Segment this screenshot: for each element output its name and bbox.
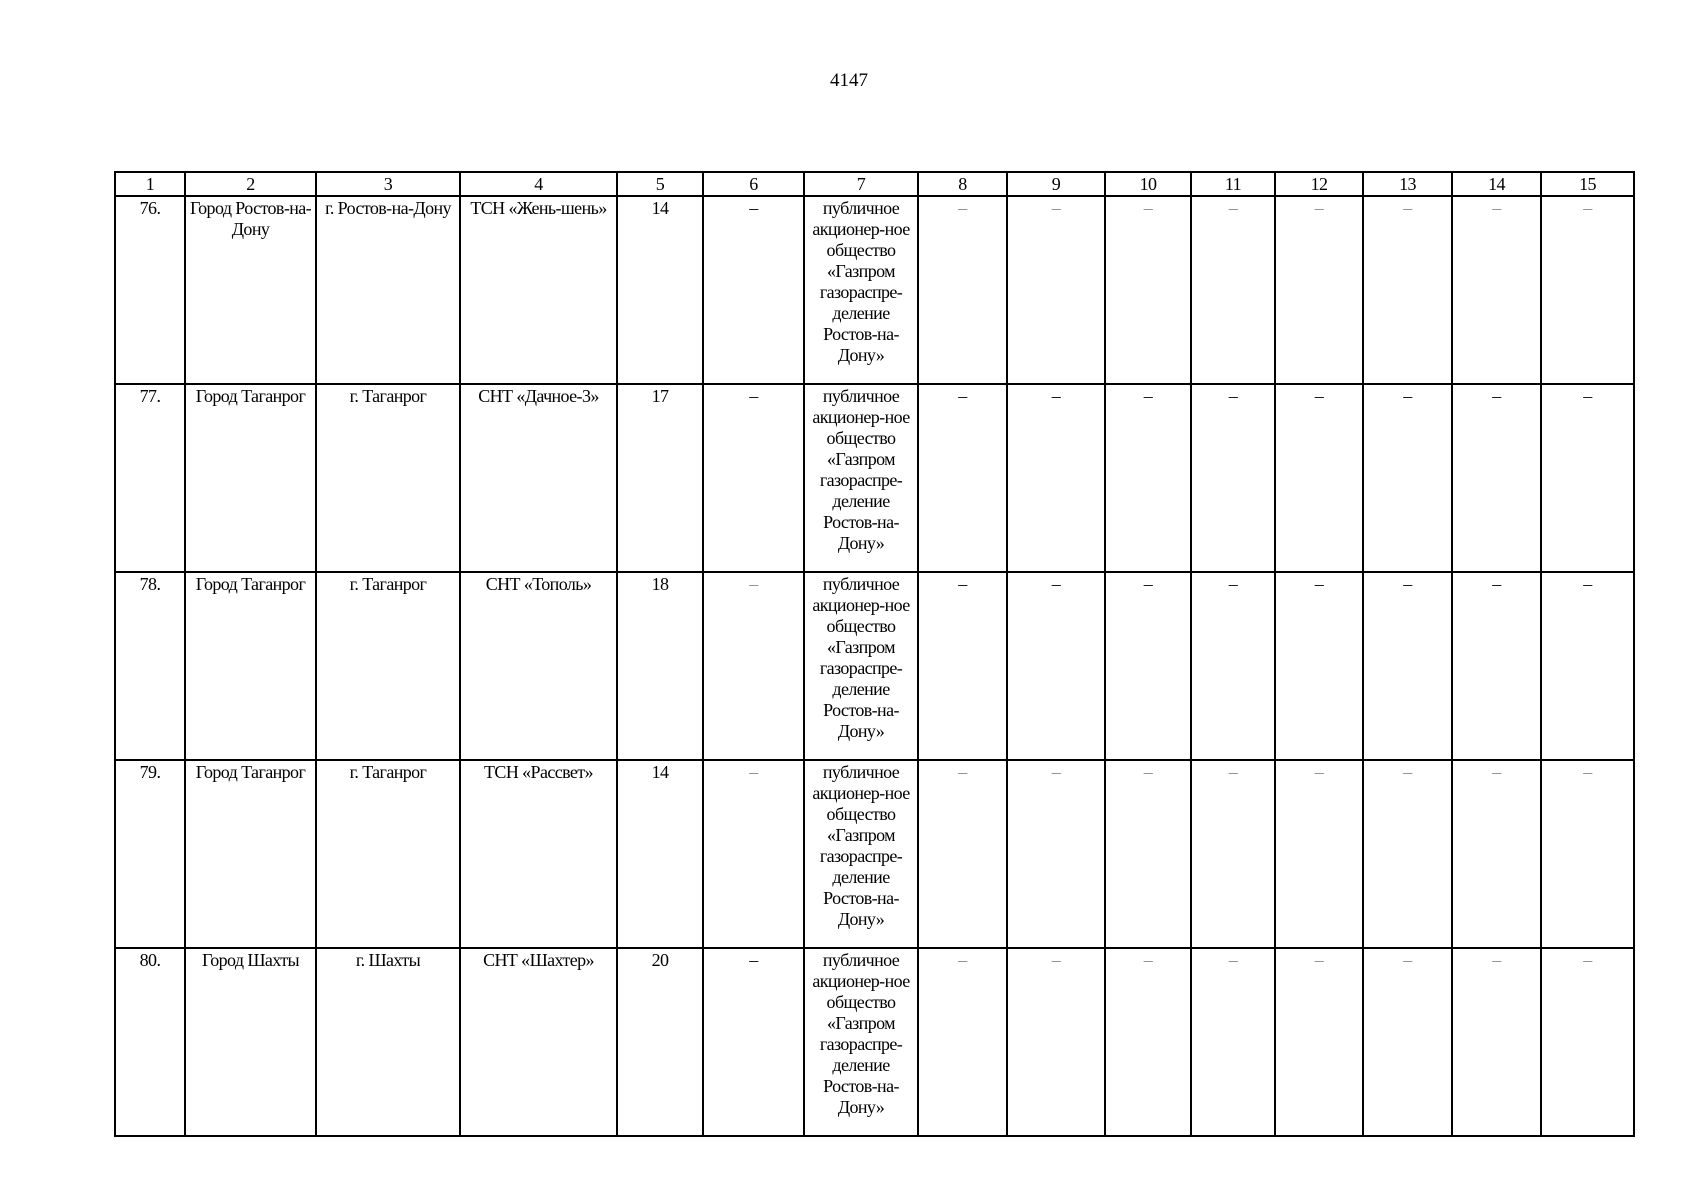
settlement-cell: [316, 948, 460, 1136]
count-cell: [617, 572, 703, 760]
count-cell-text: 18: [651, 574, 669, 594]
dash-cell-text: –: [1583, 386, 1592, 406]
col6-cell-text: –: [749, 198, 758, 218]
dash-cell: [1363, 760, 1452, 948]
dash-cell: [1541, 948, 1634, 1136]
dash-cell-text: –: [1228, 762, 1238, 782]
dash-cell: [1191, 384, 1275, 572]
dash-cell-text: –: [1051, 386, 1061, 406]
dash-cell: [1007, 196, 1105, 384]
table-body: [115, 196, 1634, 1136]
dash-cell: [1363, 384, 1452, 572]
district-cell-text: Город Таганрог: [195, 386, 306, 406]
dash-cell: [1541, 196, 1634, 384]
col6-cell: [703, 572, 804, 760]
operator-cell: [804, 760, 918, 948]
dash-cell: [918, 760, 1007, 948]
dash-cell-text: –: [1492, 574, 1501, 594]
col6-cell-text: –: [749, 762, 758, 782]
page-number: 4147: [830, 70, 868, 91]
column-header: 4: [460, 172, 617, 196]
dash-cell-text: –: [1228, 386, 1238, 406]
dash-cell-text: –: [1314, 386, 1324, 406]
settlement-cell-text: г. Таганрог: [349, 574, 427, 594]
operator-cell: [804, 948, 918, 1136]
column-header: 5: [617, 172, 703, 196]
district-cell: [185, 384, 316, 572]
operator-cell: [804, 384, 918, 572]
district-cell: [185, 572, 316, 760]
operator-cell-text: публичное акционер-ное общество «Газпром газораспре-деление Ростов-на-Дону»: [812, 950, 910, 1117]
column-header: 10: [1105, 172, 1191, 196]
dash-cell-text: –: [958, 762, 967, 782]
dash-cell-text: –: [1228, 198, 1238, 218]
settlement-cell: [316, 572, 460, 760]
dash-cell: [1275, 572, 1363, 760]
association-name-cell-text: ТСН «Жень-шень»: [470, 198, 607, 218]
dash-cell: [1541, 760, 1634, 948]
count-cell-text: 14: [651, 762, 669, 782]
col6-cell: [703, 948, 804, 1136]
operator-cell-text: публичное акционер-ное общество «Газпром газораспре-деление Ростов-на-Дону»: [812, 762, 910, 929]
dash-cell: [918, 384, 1007, 572]
association-name-cell: [460, 572, 617, 760]
count-cell-text: 14: [651, 198, 669, 218]
dash-cell: [1105, 760, 1191, 948]
association-name-cell-text: СНТ «Тополь»: [485, 574, 592, 594]
col6-cell: [703, 760, 804, 948]
dash-cell-text: –: [1314, 950, 1324, 970]
dash-cell-text: –: [1051, 762, 1061, 782]
dash-cell: [1105, 196, 1191, 384]
count-cell: [617, 196, 703, 384]
association-name-cell: [460, 196, 617, 384]
operator-cell: [804, 196, 918, 384]
settlement-cell-text: г. Таганрог: [349, 762, 427, 782]
dash-cell-text: –: [1403, 386, 1412, 406]
row-number-cell-text: 79.: [139, 762, 161, 782]
dash-cell: [1275, 384, 1363, 572]
dash-cell: [1191, 196, 1275, 384]
col6-cell-text: –: [749, 386, 758, 406]
district-cell-text: Город Шахты: [201, 950, 300, 970]
row-number-cell: [115, 760, 185, 948]
dash-cell: [1452, 572, 1541, 760]
district-cell: [185, 196, 316, 384]
dash-cell-text: –: [1051, 574, 1061, 594]
dash-cell: [1105, 384, 1191, 572]
dash-cell-text: –: [1143, 386, 1153, 406]
dash-cell-text: –: [1583, 198, 1592, 218]
column-header: 14: [1452, 172, 1541, 196]
association-name-cell: [460, 948, 617, 1136]
dash-cell: [1007, 384, 1105, 572]
column-number-row: [115, 172, 1634, 196]
count-cell: [617, 760, 703, 948]
settlement-cell: [316, 760, 460, 948]
settlement-cell-text: г. Ростов-на-Дону: [325, 198, 451, 218]
dash-cell-text: –: [1051, 950, 1061, 970]
dash-cell: [1007, 572, 1105, 760]
district-cell-text: Город Таганрог: [195, 574, 306, 594]
dash-cell: [918, 572, 1007, 760]
dash-cell: [1452, 760, 1541, 948]
row-number-cell: [115, 196, 185, 384]
dash-cell-text: –: [958, 574, 967, 594]
district-cell: [185, 760, 316, 948]
dash-cell-text: –: [1228, 574, 1238, 594]
col6-cell-text: –: [749, 574, 758, 594]
col6-cell: [703, 384, 804, 572]
col6-cell: [703, 196, 804, 384]
district-cell-text: Город Ростов-на-Дону: [189, 198, 312, 239]
table-row: [115, 384, 1634, 572]
dash-cell: [1105, 948, 1191, 1136]
association-name-cell-text: СНТ «Дачное-3»: [478, 386, 599, 406]
district-cell-text: Город Таганрог: [195, 762, 306, 782]
operator-cell-text: публичное акционер-ное общество «Газпром газораспре-деление Ростов-на-Дону»: [812, 386, 910, 553]
row-number-cell-text: 78.: [139, 574, 161, 594]
row-number-cell-text: 80.: [139, 950, 161, 970]
dash-cell-text: –: [1583, 574, 1592, 594]
column-header: 2: [185, 172, 316, 196]
col6-cell-text: –: [749, 950, 758, 970]
operator-cell-text: публичное акционер-ное общество «Газпром газораспре-деление Ростов-на-Дону»: [812, 574, 910, 741]
dash-cell: [1541, 572, 1634, 760]
dash-cell-text: –: [1492, 762, 1501, 782]
dash-cell-text: –: [1403, 198, 1412, 218]
count-cell: [617, 384, 703, 572]
dash-cell: [1191, 760, 1275, 948]
dash-cell-text: –: [958, 198, 967, 218]
operator-cell-text: публичное акционер-ное общество «Газпром газораспре-деление Ростов-на-Дону»: [812, 198, 910, 365]
dash-cell: [1363, 196, 1452, 384]
count-cell: [617, 948, 703, 1136]
row-number-cell: [115, 384, 185, 572]
association-name-cell-text: ТСН «Рассвет»: [484, 762, 593, 782]
dash-cell-text: –: [958, 950, 967, 970]
dash-cell: [1007, 948, 1105, 1136]
dash-cell-text: –: [1314, 762, 1324, 782]
dash-cell: [1191, 948, 1275, 1136]
dash-cell: [1452, 196, 1541, 384]
row-number-cell: [115, 948, 185, 1136]
dash-cell-text: –: [1228, 950, 1238, 970]
column-header: 13: [1363, 172, 1452, 196]
dash-cell: [918, 196, 1007, 384]
table-row: [115, 760, 1634, 948]
dash-cell-text: –: [1314, 198, 1324, 218]
settlement-cell: [316, 384, 460, 572]
dash-cell-text: –: [1492, 386, 1501, 406]
dash-cell: [1452, 948, 1541, 1136]
dash-cell: [1105, 572, 1191, 760]
settlement-cell-text: г. Таганрог: [349, 386, 427, 406]
dash-cell-text: –: [1314, 574, 1324, 594]
dash-cell-text: –: [1143, 198, 1153, 218]
column-header: 12: [1275, 172, 1363, 196]
dash-cell: [1007, 760, 1105, 948]
association-name-cell-text: СНТ «Шахтер»: [483, 950, 594, 970]
column-header: 15: [1541, 172, 1634, 196]
row-number-cell: [115, 572, 185, 760]
dash-cell-text: –: [1143, 762, 1153, 782]
dash-cell-text: –: [1143, 950, 1153, 970]
dash-cell-text: –: [1403, 574, 1412, 594]
dash-cell: [1275, 948, 1363, 1136]
dash-cell-text: –: [1403, 950, 1412, 970]
dash-cell: [1452, 384, 1541, 572]
association-name-cell: [460, 760, 617, 948]
settlement-cell-text: г. Шахты: [355, 950, 421, 970]
operator-cell: [804, 572, 918, 760]
association-name-cell: [460, 384, 617, 572]
dash-cell: [1275, 196, 1363, 384]
row-number-cell-text: 76.: [139, 198, 161, 218]
table-row: [115, 948, 1634, 1136]
column-header: 8: [918, 172, 1007, 196]
settlement-cell: [316, 196, 460, 384]
column-header: 9: [1007, 172, 1105, 196]
column-header: 7: [804, 172, 918, 196]
dash-cell-text: –: [1583, 762, 1592, 782]
district-cell: [185, 948, 316, 1136]
column-header: 3: [316, 172, 460, 196]
dash-cell: [1191, 572, 1275, 760]
count-cell-text: 20: [651, 950, 669, 970]
count-cell-text: 17: [651, 386, 669, 406]
dash-cell: [918, 948, 1007, 1136]
dash-cell-text: –: [1492, 950, 1501, 970]
column-header: 11: [1191, 172, 1275, 196]
dash-cell: [1363, 572, 1452, 760]
dash-cell-text: –: [1583, 950, 1592, 970]
table-row: [115, 572, 1634, 760]
dash-cell: [1363, 948, 1452, 1136]
dash-cell-text: –: [1051, 198, 1061, 218]
registry-table: [114, 171, 1635, 1137]
dash-cell-text: –: [1492, 198, 1501, 218]
dash-cell: [1541, 384, 1634, 572]
column-header: 6: [703, 172, 804, 196]
dash-cell-text: –: [958, 386, 967, 406]
dash-cell-text: –: [1403, 762, 1412, 782]
table-row: [115, 196, 1634, 384]
column-header: 1: [115, 172, 185, 196]
dash-cell: [1275, 760, 1363, 948]
dash-cell-text: –: [1143, 574, 1153, 594]
row-number-cell-text: 77.: [139, 386, 161, 406]
